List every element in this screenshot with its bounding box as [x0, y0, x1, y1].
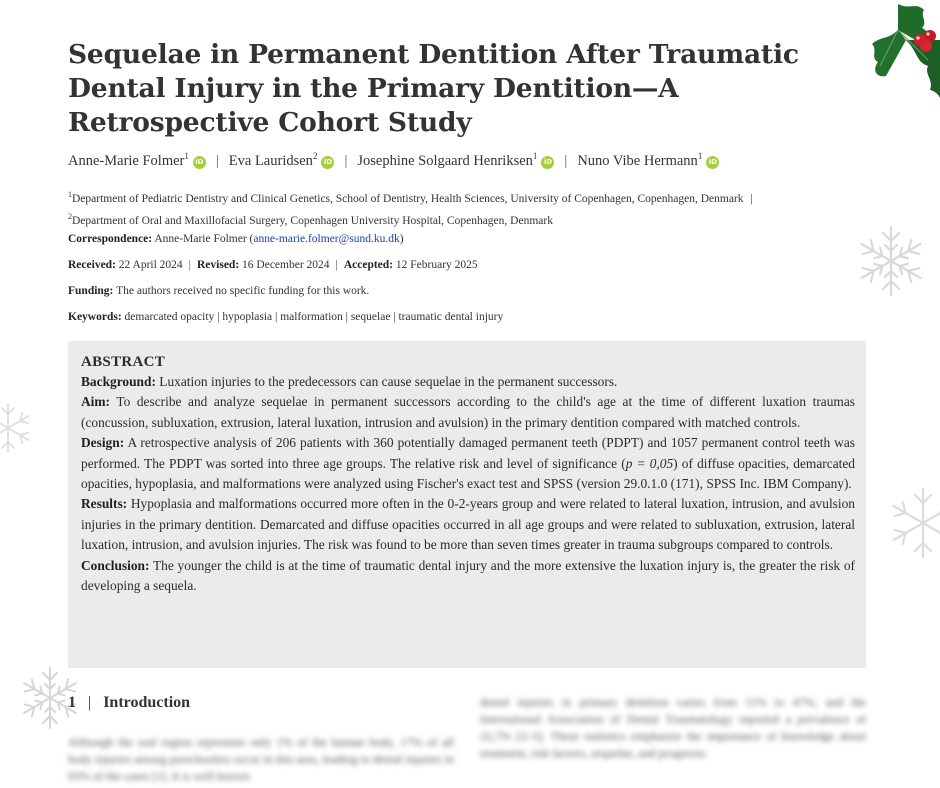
article-dates: Received: 22 April 2024 | Revised: 16 December 2024 | Accepted: 12 February 2025	[68, 259, 478, 271]
correspondence-label: Correspondence:	[68, 233, 153, 245]
snowflake-icon	[884, 484, 940, 562]
intro-paragraph-left: Although the oral region represents only 1% of the human body, 17% of all body injuries among preschoolers occur in this area, leading to dental injuries in 93% of the cases [1]. It is well known	[68, 735, 454, 783]
author-name: Nuno Vibe Hermann	[577, 152, 698, 169]
revised-label: Revised:	[196, 259, 240, 271]
correspondence-email-link[interactable]: anne-marie.folmer@sund.ku.dk	[253, 233, 400, 245]
author-affil-sup: 1	[184, 151, 189, 161]
section-number: 1	[68, 694, 76, 711]
author-item[interactable]	[357, 153, 554, 169]
abstract-aim: Aim: To describe and analyze sequelae in permanent successors according to the child's age at the time of different luxation traumas (concussion, subluxation, extrusion, lateral luxation, intrusion and avulsion) in the primary dentition compared with matched controls.	[81, 394, 855, 430]
revised-date: 16 December 2024	[242, 259, 330, 271]
author-name: Anne-Marie Folmer	[68, 152, 185, 169]
abstract-results: Results: Hypoplasia and malformations occurred more often in the 0-2-years group and were related to lateral luxation, intrusion, and avulsion injuries in the primary dentition. Demarcated and diffuse opacities occurred in all age groups and were related to subluxation, extrusion, lateral luxation, intrusion, and avulsion injuries. The risk was found to be more than seven times greater in trauma subgroups compared to controls.	[81, 496, 855, 553]
orcid-icon[interactable]: iD	[541, 156, 554, 169]
affil-separator: |	[750, 192, 753, 205]
snowflake-icon	[0, 400, 36, 456]
snowflake-icon	[852, 222, 930, 300]
abstract-conclusion: Conclusion: The younger the child is at the time of traumatic dental injury and the more extensive the luxation injury is, the greater the risk of developing a sequela.	[81, 557, 855, 594]
funding-label: Funding:	[68, 285, 114, 297]
abstract-box	[68, 341, 866, 668]
keywords	[68, 311, 828, 323]
affiliation-2: Department of Oral and Maxillofacial Surgery, Copenhagen University Hospital, Copenhagen, Denmark	[72, 214, 553, 227]
keywords-text: demarcated opacity | hypoplasia | malformation | sequelae | traumatic dental injury	[124, 311, 504, 323]
affil-sup: 2	[68, 211, 72, 221]
received-date: 22 April 2024	[118, 259, 183, 271]
accepted-label: Accepted:	[343, 259, 394, 271]
author-item[interactable]	[577, 153, 719, 169]
intro-paragraph-right: dental injuries in primary dentition varies from 11% to 47%, and the International Association of Dental Traumatology reported a prevalence of 22,7% [3–5]. These statistics emphasize the importance of knowledge about treatment, risk factors, sequelae, and prognosis.	[480, 695, 866, 760]
affil-sup: 1	[68, 190, 72, 199]
author-separator: |	[215, 152, 219, 169]
funding	[68, 285, 828, 297]
author-name: Josephine Solgaard Henriksen	[357, 152, 533, 169]
orcid-icon[interactable]: iD	[321, 156, 334, 169]
affiliations	[68, 186, 788, 230]
abstract-background: Background: Luxation injuries to the predecessors can cause sequelae in the permanent successors.	[81, 374, 618, 389]
abstract-design: Design: A retrospective analysis of 206 patients with 360 potentially damaged permanent teeth (PDPT) and 1057 permanent control teeth was performed. The PDPT was sorted into three age groups. The relative risk and level of significance (p = 0,05) of diffuse opacities, demarcated opacities, hypoplasia, and malformations were analyzed using Fischer's exact test and SPSS (version 29.0.1.0 (171), SPSS Inc. IBM Company).	[81, 435, 855, 492]
section-title: Introduction	[103, 694, 191, 711]
author-list	[68, 151, 888, 170]
correspondence-name: Anne-Marie Folmer	[154, 233, 247, 245]
section-separator: |	[88, 694, 92, 711]
keywords-label: Keywords:	[68, 311, 122, 323]
author-affil-sup: 2	[312, 151, 318, 161]
accepted-date: 12 February 2025	[395, 259, 478, 271]
orcid-icon[interactable]: iD	[706, 156, 719, 169]
funding-text: The authors received no specific funding for this work.	[116, 285, 370, 297]
article-title: Sequelae in Permanent Dentition After Traumatic Dental Injury in the Primary Dentition—A Retrospective Cohort Study	[68, 39, 799, 138]
section-heading-introduction	[68, 694, 190, 712]
received-label: Received:	[68, 259, 116, 271]
author-affil-sup: 1	[697, 151, 703, 161]
author-affil-sup: 1	[532, 151, 538, 161]
orcid-icon[interactable]: iD	[193, 156, 206, 169]
author-item[interactable]	[68, 153, 206, 169]
abstract-heading: ABSTRACT	[81, 354, 166, 370]
author-separator: |	[564, 152, 568, 169]
author-separator: |	[344, 152, 348, 169]
holly-decoration-icon	[858, 0, 940, 98]
author-name: Eva Lauridsen	[228, 152, 313, 169]
author-item[interactable]	[229, 153, 335, 169]
correspondence: Correspondence: Anne-Marie Folmer (anne-marie.folmer@sund.ku.dk)	[68, 233, 404, 245]
affiliation-1: Department of Pediatric Dentistry and Clinical Genetics, School of Dentistry, Health Sciences, University of Copenhagen, Copenhagen, Denmark	[72, 192, 744, 205]
